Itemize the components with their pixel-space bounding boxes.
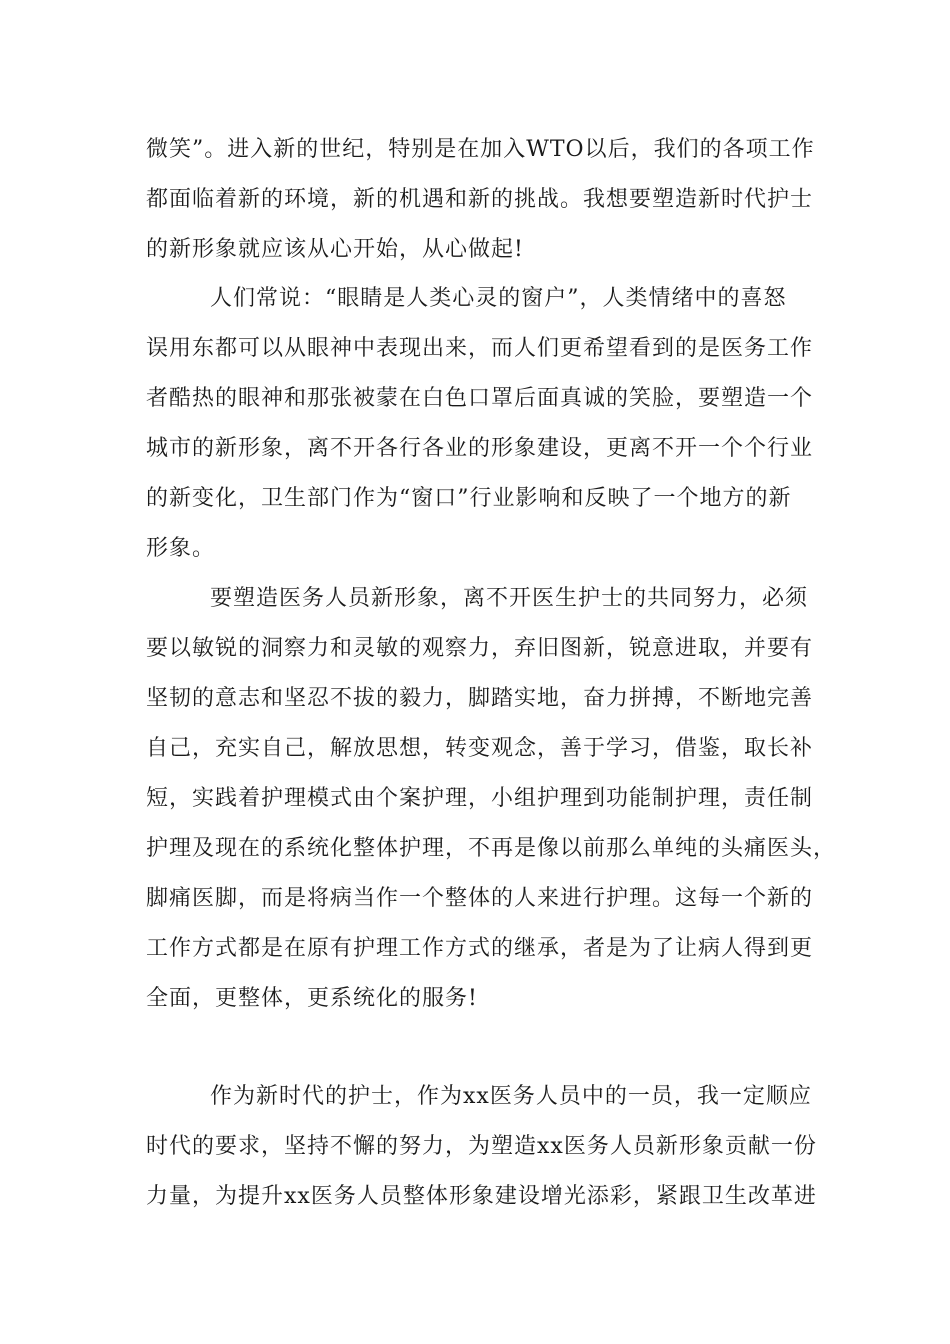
paragraph-1 xyxy=(146,125,826,275)
text-line: 人们常说：“眼睛是人类心灵的窗户”，人类情绪中的喜怒 xyxy=(210,286,787,311)
paragraph-2 xyxy=(146,274,826,574)
paragraph-3 xyxy=(146,574,837,1024)
text-line: 要塑造医务人员新形象，离不开医生护士的共同努力，必须 xyxy=(210,586,809,611)
text-line: 都面临着新的环境，新的机遇和新的挑战。我想要塑造新时代护士 xyxy=(146,187,814,212)
text-line: 工作方式都是在原有护理工作方式的继承，者是为了让病人得到更 xyxy=(146,936,814,961)
text-line: 自己，充实自己，解放思想，转变观念，善于学习，借鉴，取长补 xyxy=(146,736,814,761)
text-line: 要以敏锐的洞察力和灵敏的观察力，弃旧图新，锐意进取，并要有 xyxy=(146,636,814,661)
text-line: 力量，为提升xx医务人员整体形象建设增光添彩，紧跟卫生改革进 xyxy=(146,1184,817,1209)
paragraph-4 xyxy=(146,1072,826,1222)
text-line: 作为新时代的护士，作为xx医务人员中的一员，我一定顺应 xyxy=(210,1084,812,1109)
text-line: 微笑”。进入新的世纪，特别是在加入WTO以后，我们的各项工作 xyxy=(146,137,815,162)
text-line: 的新形象就应该从心开始，从心做起! xyxy=(146,237,524,262)
text-line: 全面，更整体，更系统化的服务! xyxy=(146,986,478,1011)
text-line: 城市的新形象，离不开各行各业的形象建设，更离不开一个个行业 xyxy=(146,436,814,461)
text-line: 误用东都可以从眼神中表现出来，而人们更希望看到的是医务工作 xyxy=(146,336,814,361)
text-line: 脚痛医脚，而是将病当作一个整体的人来进行护理。这每一个新的 xyxy=(146,886,814,911)
text-line: 者酷热的眼神和那张被蒙在白色口罩后面真诚的笑脸，要塑造一个 xyxy=(146,386,814,411)
text-line: 形象。 xyxy=(146,536,216,561)
text-line: 护理及现在的系统化整体护理，不再是像以前那么单纯的头痛医头， xyxy=(146,836,837,861)
text-line: 的新变化，卫生部门作为“窗口”行业影响和反映了一个地方的新 xyxy=(146,486,792,511)
text-line: 短，实践着护理模式由个案护理，小组护理到功能制护理，责任制 xyxy=(146,786,814,811)
text-line: 坚韧的意志和坚忍不拔的毅力，脚踏实地，奋力拼搏，不断地完善 xyxy=(146,686,814,711)
text-line: 时代的要求，坚持不懈的努力，为塑造xx医务人员新形象贡献一份 xyxy=(146,1134,817,1159)
